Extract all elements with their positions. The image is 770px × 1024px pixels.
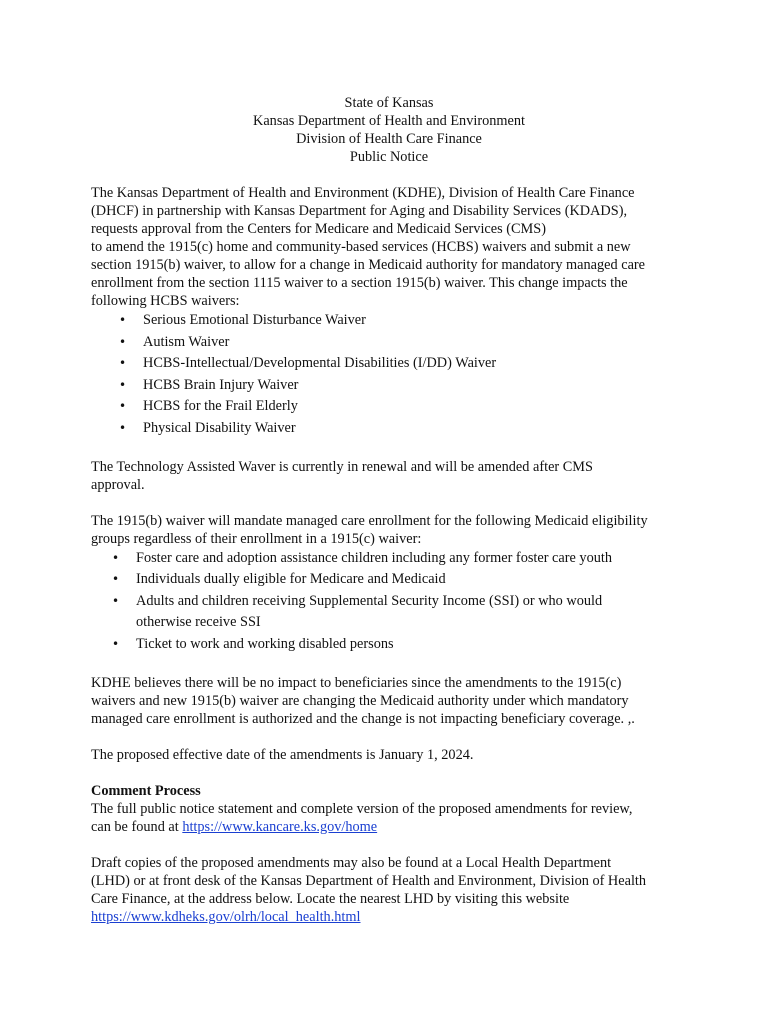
intro-paragraph — [91, 184, 687, 310]
local-health-link[interactable]: https://www.kdheks.gov/olrh/local_health.html — [91, 908, 361, 925]
draft-line: Care Finance, at the address below. Locate the nearest LHD by visiting this website — [91, 890, 570, 907]
intro-line: following HCBS waivers: — [91, 293, 240, 309]
draft-line: (LHD) or at front desk of the Kansas Department of Health and Environment, Division of Health — [91, 872, 647, 889]
intro-line: section 1915(b) waiver, to allow for a change in Medicaid authority for mandatory managed care — [91, 257, 646, 273]
intro-line: to amend the 1915(c) home and community-based services (HCBS) waivers and submit a new — [91, 239, 631, 255]
list-item: • Ticket to work and working disabled persons — [91, 634, 687, 656]
draft-line: Draft copies of the proposed amendments may also be found at a Local Health Department — [91, 854, 612, 871]
comment-process-heading: Comment Process — [91, 782, 201, 799]
tech-waiver-line: approval. — [91, 476, 145, 493]
list-item: • HCBS-Intellectual/Developmental Disabilities (I/DD) Waiver — [91, 353, 687, 375]
header-department: Kansas Department of Health and Environment — [253, 113, 525, 129]
list-item-line: Adults and children receiving Supplemental Security Income (SSI) or who would — [136, 592, 603, 609]
draft-copies-paragraph — [91, 854, 687, 926]
list-item: • Individuals dually eligible for Medicare and Medicaid — [91, 569, 687, 591]
list-item: • HCBS Brain Injury Waiver — [91, 375, 687, 397]
list-item: • Serious Emotional Disturbance Waiver — [91, 310, 687, 332]
mandate-line: groups regardless of their enrollment in a 1915(c) waiver: — [91, 530, 422, 547]
waiver-list — [91, 310, 687, 440]
impact-line: KDHE believes there will be no impact to beneficiaries since the amendments to the 1915(c) — [91, 674, 622, 691]
tech-waiver-paragraph — [91, 458, 687, 494]
notice-header — [91, 94, 687, 166]
list-item: • Physical Disability Waiver — [91, 418, 687, 440]
mandate-paragraph — [91, 512, 687, 548]
impact-line: managed care enrollment is authorized and the change is not impacting beneficiary coverage. ,. — [91, 710, 635, 727]
intro-line: (DHCF) in partnership with Kansas Department for Aging and Disability Services (KDADS), — [91, 203, 628, 219]
comment-process-section — [91, 782, 687, 836]
mandate-line: The 1915(b) waiver will mandate managed care enrollment for the following Medicaid eligibility — [91, 512, 648, 529]
eligibility-group-list — [91, 548, 687, 656]
impact-paragraph — [91, 674, 687, 728]
comment-line: The full public notice statement and complete version of the proposed amendments for review, — [91, 800, 633, 817]
document-body — [91, 94, 687, 926]
intro-line: The Kansas Department of Health and Environment (KDHE), Division of Health Care Finance — [91, 185, 635, 201]
list-item — [91, 591, 687, 634]
intro-line: requests approval from the Centers for Medicare and Medicaid Services (CMS) — [91, 221, 546, 237]
list-item: • Autism Waiver — [91, 332, 687, 354]
impact-line: waivers and new 1915(b) waiver are changing the Medicaid authority under which mandatory — [91, 692, 629, 709]
comment-line-prefix: can be found at — [91, 818, 183, 835]
header-division: Division of Health Care Finance — [296, 131, 482, 147]
effective-date-paragraph: The proposed effective date of the amendments is January 1, 2024. — [91, 746, 474, 763]
tech-waiver-line: The Technology Assisted Waver is currently in renewal and will be amended after CMS — [91, 458, 593, 475]
list-item: • HCBS for the Frail Elderly — [91, 396, 687, 418]
kancare-link[interactable]: https://www.kancare.ks.gov/home — [182, 818, 378, 835]
header-notice-title: Public Notice — [349, 149, 429, 165]
list-item: • Foster care and adoption assistance children including any former foster care youth — [91, 548, 687, 570]
header-state: State of Kansas — [344, 95, 434, 111]
intro-line: enrollment from the section 1115 waiver to a section 1915(b) waiver. This change impacts the — [91, 275, 628, 291]
list-item-line: otherwise receive SSI — [136, 614, 261, 631]
